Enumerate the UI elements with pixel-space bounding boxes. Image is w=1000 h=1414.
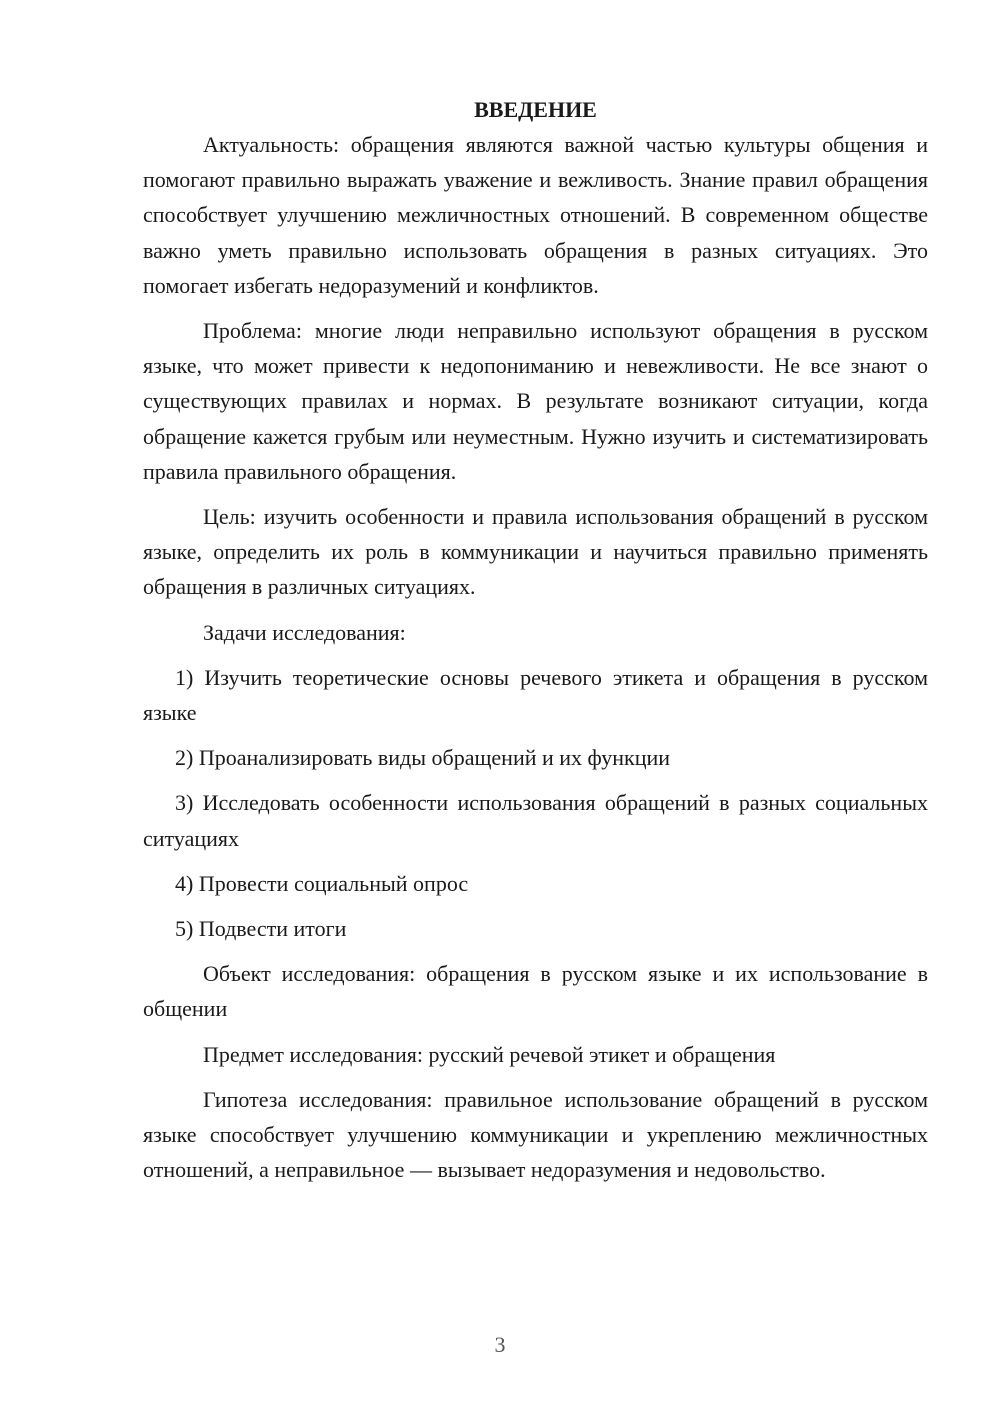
paragraph-tasks-heading: Задачи исследования:: [203, 619, 406, 645]
task-item: 4) Провести социальный опрос: [175, 870, 469, 896]
page-number: 3: [494, 1332, 506, 1357]
page-content: [143, 92, 928, 1187]
paragraph-subject: Предмет исследования: русский речевой этикет и обращения: [203, 1041, 776, 1067]
task-item: 5) Подвести итоги: [175, 916, 347, 942]
paragraph-object: Объект исследования: обращения в русском языке и их использование в общении: [143, 961, 928, 1022]
task-item: 3) Исследовать особенности использования обращений в разных социальных ситуациях: [143, 790, 928, 851]
task-item: 2) Проанализировать виды обращений и их функции: [175, 745, 671, 771]
paragraph-goal: Цель: изучить особенности и правила использования обращений в русском языке, определить их роль в коммуникации и научиться правильно применять обращения в различных ситуациях.: [143, 504, 928, 600]
paragraph-problem: Проблема: многие люди неправильно используют обращения в русском языке, что может привести к недопониманию и невежливости. Не все знают о существующих правилах и нормах. В результате возникают ситуации, когда обращение кажется грубым или неуместным. Нужно изучить и систематизировать правила правильного обращения.: [143, 318, 928, 484]
task-item: 1) Изучить теоретические основы речевого этикета и обращения в русском языке: [143, 664, 928, 726]
paragraph-hypothesis: Гипотеза исследования: правильное использование обращений в русском языке способствует улучшению коммуникации и укреплению межличностных отношений, а неправильное — вызывает недоразумения и недовольство.: [143, 1086, 928, 1183]
paragraph-relevance: Актуальность: обращения являются важной частью культуры общения и помогают правильно выражать уважение и вежливость. Знание правил обращения способствует улучшению межличностных отношений. В современном обществе важно уметь правильно использовать обращения в разных ситуациях. Это помогает избегать недоразумений и конфликтов.: [143, 132, 928, 298]
section-title: ВВЕДЕНИЕ: [474, 97, 597, 122]
